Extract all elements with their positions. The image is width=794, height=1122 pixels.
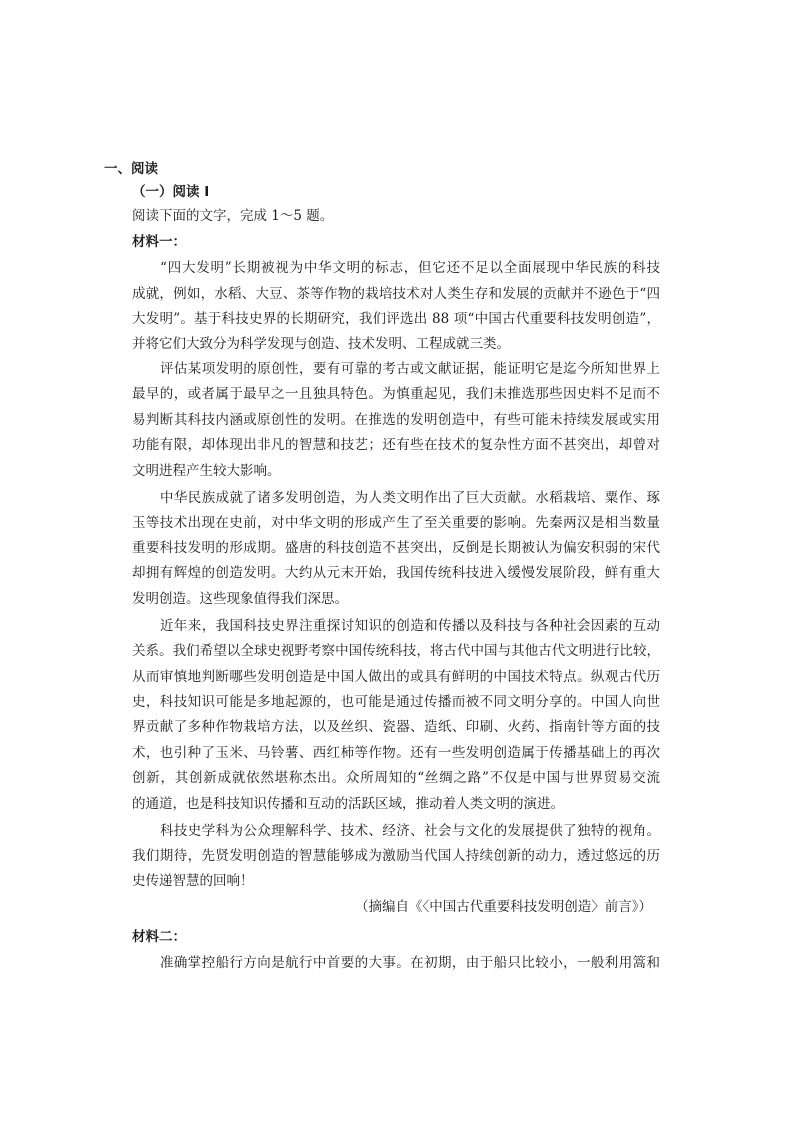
- paragraph-line: 界贡献了多种作物栽培方法，以及丝织、瓷器、造纸、印刷、火药、指南针等方面的技: [132, 719, 660, 735]
- paragraph-line: 最早的，或者属于最早之一且独具特色。为慎重起见，我们未推选那些因史料不足而不: [132, 386, 660, 402]
- paragraph-line: 史传递智慧的回响！: [132, 873, 254, 889]
- paragraph-line: 我们期待，先贤发明创造的智慧能够成为激励当代国人持续创新的动力，透过悠远的历: [132, 848, 660, 864]
- paragraph-line: 准确掌控船行方向是航行中首要的大事。在初期，由于船只比较小，一般利用篙和: [160, 955, 660, 971]
- instruction: 阅读下面的文字，完成 1～5 题。: [132, 208, 334, 224]
- paragraph-line: 关系。我们希望以全球史视野考察中国传统科技，将古代中国与其他古代文明进行比较，: [132, 643, 660, 659]
- paragraph-line: 的通道，也是科技知识传播和互动的活跃区域，推动着人类文明的演进。: [132, 796, 564, 812]
- paragraph-line: 功能有限，却体现出非凡的智慧和技艺；还有些在技术的复杂性方面不甚突出，却曾对: [132, 437, 660, 453]
- paragraph-line: 近年来，我国科技史界注重探讨知识的创造和传播以及科技与各种社会因素的互动: [160, 618, 660, 634]
- source-citation: （摘编自《〈中国古代重要科技发明创造〉前言》）: [355, 899, 652, 915]
- paragraph-line: 大发明”。基于科技史界的长期研究，我们评选出 88 项“中国古代重要科技发明创造”，: [132, 311, 660, 327]
- paragraph-line: 史，科技知识可能是多地起源的，也可能是通过传播而被不同文明分享的。中国人向世: [132, 694, 660, 710]
- material2-label: 材料二：: [132, 929, 186, 945]
- paragraph-line: “四大发明”长期被视为中华文明的标志，但它还不足以全面展现中华民族的科技: [160, 260, 660, 276]
- paragraph-line: 中华民族成就了诸多发明创造，为人类文明作出了巨大贡献。水稻栽培、粟作、琢: [160, 490, 660, 506]
- paragraph-line: 从而审慎地判断哪些发明创造是中国人做出的或具有鲜明的中国技术特点。纵观古代历: [132, 669, 660, 685]
- paragraph-line: 却拥有辉煌的创造发明。大约从元末开始，我国传统科技进入缓慢发展阶段，鲜有重大: [132, 565, 660, 581]
- paragraph-line: 文明进程产生较大影响。: [132, 463, 281, 479]
- paragraph-line: 并将它们大致分为科学发现与创造、技术发明、工程成就三类。: [132, 336, 510, 352]
- paragraph-line: 成就，例如，水稻、大豆、茶等作物的栽培技术对人类生存和发展的贡献并不逊色于“四: [132, 286, 660, 302]
- paragraph-line: 玉等技术出现在史前，对中华文明的形成产生了至关重要的影响。先秦两汉是相当数量: [132, 515, 660, 531]
- paragraph-line: 创新，其创新成就依然堪称杰出。众所周知的“丝绸之路”不仅是中国与世界贸易交流: [132, 770, 660, 786]
- paragraph-line: 评估某项发明的原创性，要有可靠的考古或文献证据，能证明它是迄今所知世界上: [160, 361, 660, 377]
- paragraph-line: 重要科技发明的形成期。盛唐的科技创造不甚突出，反倒是长期被认为偏安积弱的宋代: [132, 540, 660, 556]
- section-heading: 一、阅读: [104, 161, 158, 177]
- paragraph-line: 术，也引种了玉米、马铃薯、西红柿等作物。还有一些发明创造属于传播基础上的再次: [132, 745, 660, 761]
- paragraph-line: 发明创造。这些现象值得我们深思。: [132, 591, 348, 607]
- subheading: （一）阅读 I: [132, 184, 210, 200]
- material1-label: 材料一：: [132, 234, 186, 250]
- paragraph-line: 科技史学科为公众理解科学、技术、经济、社会与文化的发展提供了独特的视角。: [160, 823, 660, 839]
- paragraph-line: 易判断其科技内涵或原创性的发明。在推选的发明创造中，有些可能未持续发展或实用: [132, 412, 660, 428]
